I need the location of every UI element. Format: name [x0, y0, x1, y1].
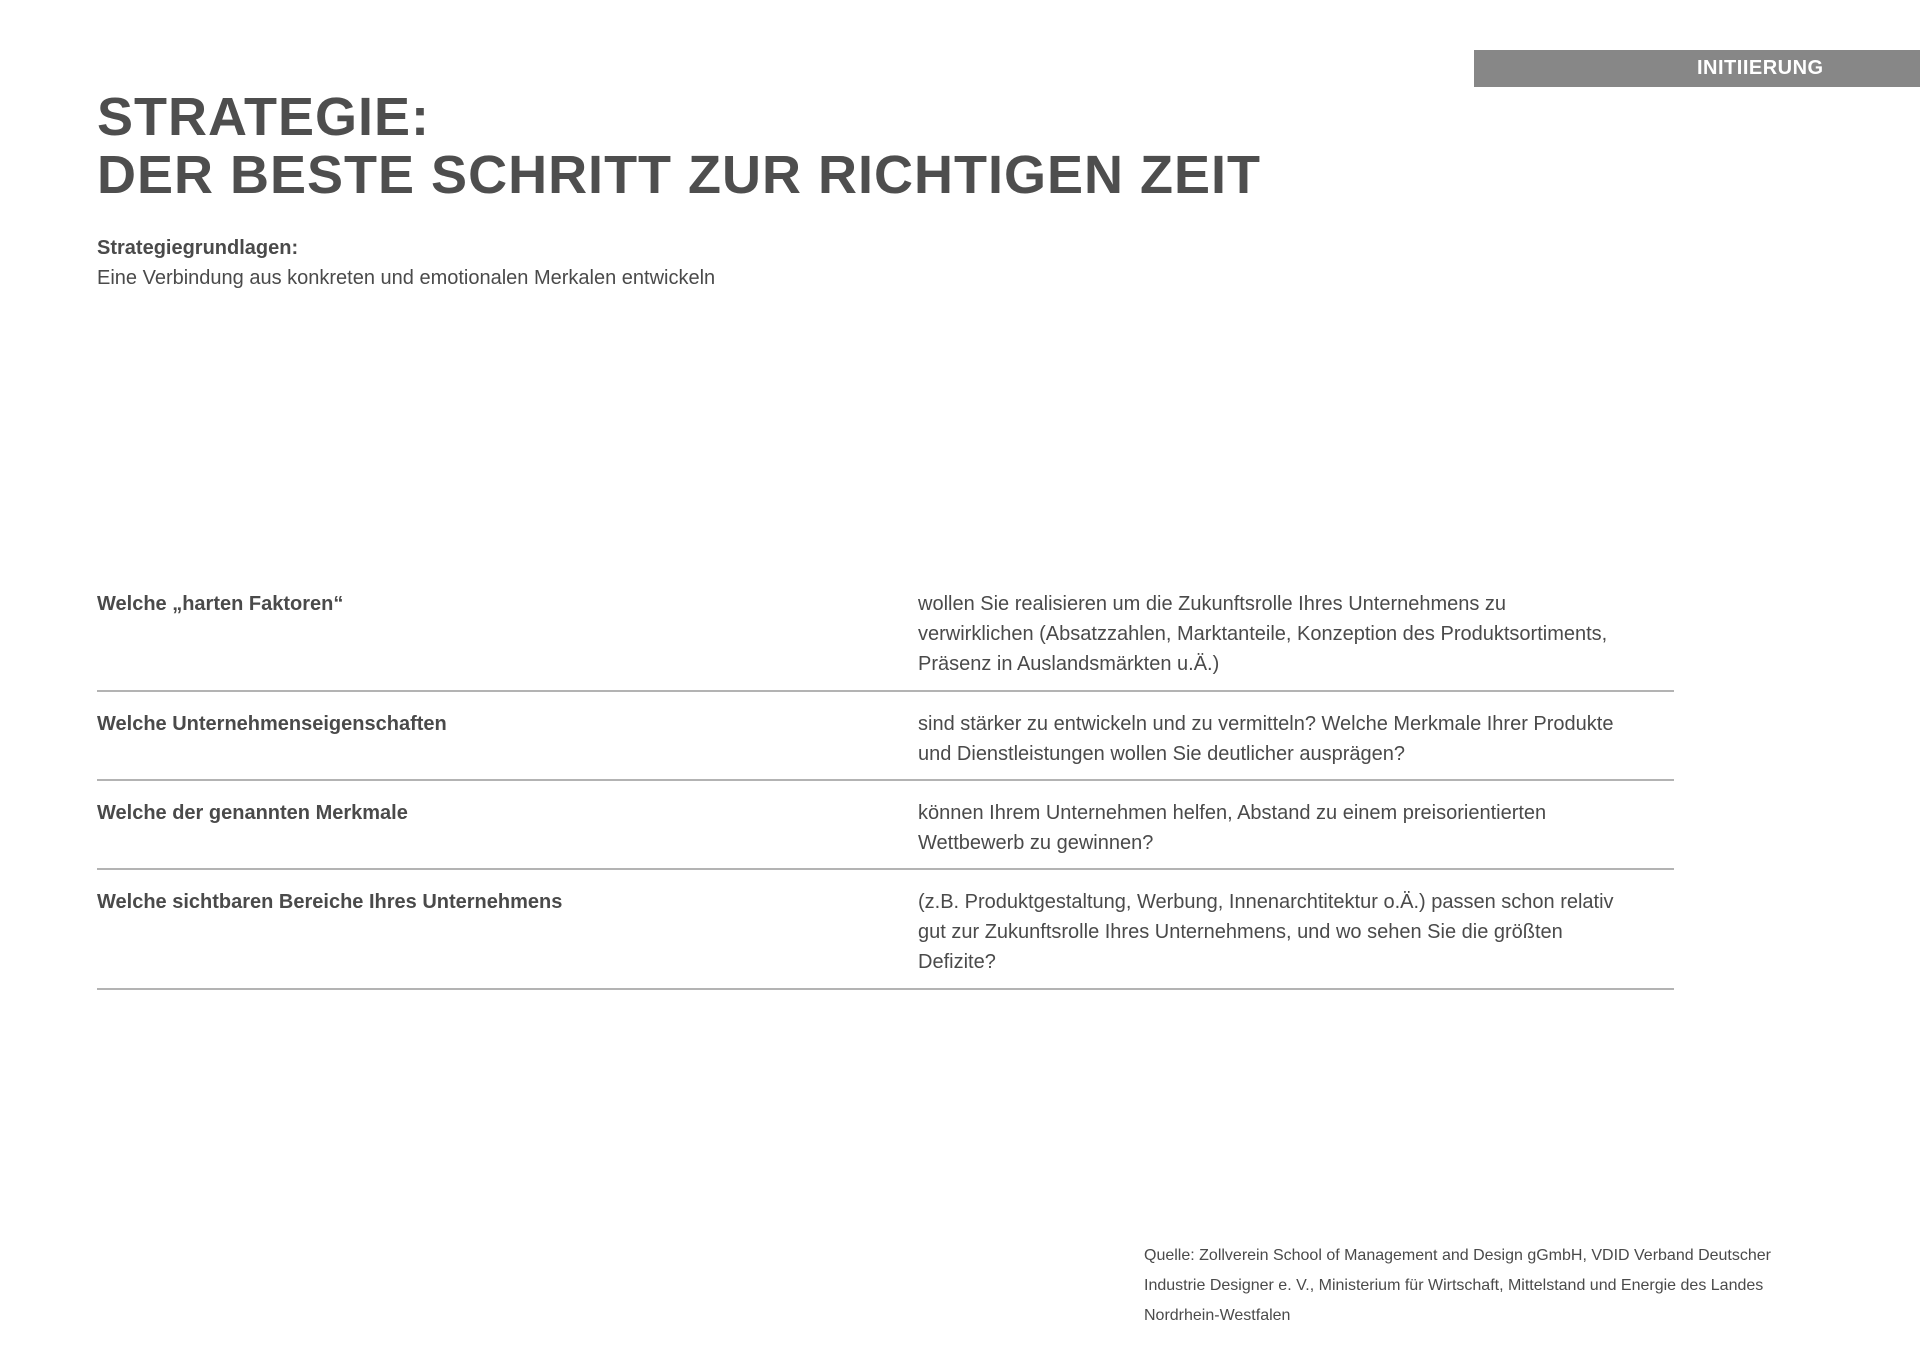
- answer-line: Präsenz in Auslandsmärkten u.Ä.): [918, 653, 1220, 675]
- answer-line: verwirklichen (Absatzzahlen, Marktanteile, Konzeption des Produktsortiments,: [918, 623, 1608, 645]
- intro-block: [97, 233, 715, 293]
- section-tag: INITIIERUNG: [1474, 50, 1920, 87]
- answer-line: können Ihrem Unternehmen helfen, Abstand zu einem preisorientierten: [918, 802, 1547, 824]
- question-row: [97, 692, 1674, 781]
- source-note: [1144, 1241, 1874, 1331]
- answer-line: (z.B. Produktgestaltung, Werbung, Innenarchtitektur o.Ä.) passen schon relativ: [918, 891, 1614, 913]
- question-answer: [918, 781, 1674, 868]
- question-answer: [918, 585, 1674, 690]
- question-answer: [918, 870, 1674, 988]
- question-label: Welche sichtbaren Bereiche Ihres Unternehmens: [97, 891, 563, 913]
- answer-line: Wettbewerb zu gewinnen?: [918, 832, 1154, 854]
- question-label: Welche „harten Faktoren“: [97, 593, 344, 615]
- question-answer: [918, 692, 1674, 779]
- answer-line: gut zur Zukunftsrolle Ihres Unternehmens, und wo sehen Sie die größten: [918, 921, 1563, 943]
- question-label: Welche Unternehmenseigenschaften: [97, 713, 447, 735]
- answer-line: wollen Sie realisieren um die Zukunftsrolle Ihres Unternehmens zu: [918, 593, 1507, 615]
- source-line: Quelle: Zollverein School of Management and Design gGmbH, VDID Verband Deutscher: [1144, 1247, 1771, 1264]
- source-line: Nordrhein-Westfalen: [1144, 1307, 1291, 1324]
- answer-line: sind stärker zu entwickeln und zu vermitteln? Welche Merkmale Ihrer Produkte: [918, 713, 1614, 735]
- intro-text: Eine Verbindung aus konkreten und emotionalen Merkalen entwickeln: [97, 267, 716, 289]
- question-row: [97, 585, 1674, 692]
- page-title-line-1: STRATEGIE:: [97, 87, 430, 147]
- answer-line: Defizite?: [918, 951, 996, 973]
- page-title: [97, 88, 1261, 204]
- intro-label: Strategiegrundlagen:: [97, 237, 299, 259]
- question-row: [97, 781, 1674, 870]
- question-table: [97, 585, 1674, 990]
- question-label: Welche der genannten Merkmale: [97, 802, 408, 824]
- page-title-line-2: DER BESTE SCHRITT ZUR RICHTIGEN ZEIT: [97, 145, 1262, 205]
- source-line: Industrie Designer e. V., Ministerium für Wirtschaft, Mittelstand und Energie des Landes: [1144, 1277, 1764, 1294]
- question-row: [97, 870, 1674, 990]
- answer-line: und Dienstleistungen wollen Sie deutlicher ausprägen?: [918, 743, 1405, 765]
